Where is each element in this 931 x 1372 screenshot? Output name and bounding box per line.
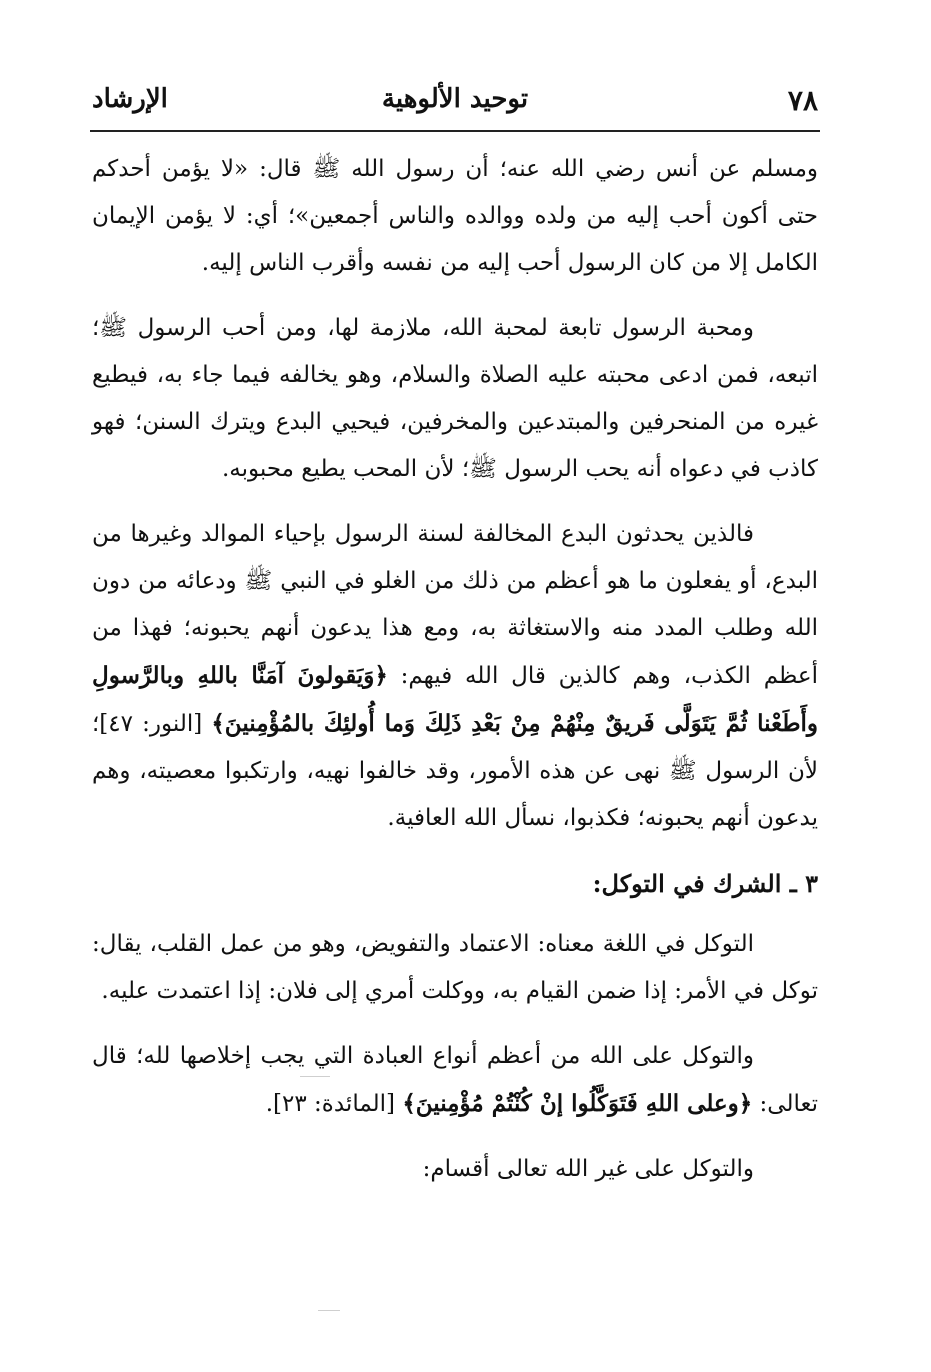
paragraph-5-text-after: [المائدة: ٢٣]. [265,1091,403,1117]
paragraph-2-text: ومحبة الرسول تابعة لمحبة الله، ملازمة لها، ومن أحب الرسول ﷺ؛ اتبعه، فمن ادعى محبته عليه الصلاة والسلام، وهو يخالفه فيما جاء به، فيطيع غيره من المنحرفين والمبتدعين والمخرفين، فيحيي البدع ويترك السنن؛ فهو كاذب في دعواه أنه يحب الرسول ﷺ؛ لأن المحب يطيع محبوبه. [92,315,818,482]
scan-speck [318,1310,340,1311]
page-header [92,78,818,128]
chapter-title: توحيد الألوهية [381,84,529,114]
paragraph-4-text: التوكل في اللغة معناه: الاعتماد والتفويض، وهو من عمل القلب، يقال: توكل في الأمر: إذا ضمن القيام به، ووكلت أمري إلى فلان: إذا اعتمدت عليه. [92,931,818,1004]
book-title: الإرشاد [92,84,168,114]
body-text [92,146,818,1211]
paragraph-6-text: والتوكل على غير الله تعالى أقسام: [422,1156,754,1182]
quran-verse-al-maidah: ﴿وعلى اللهِ فَتَوَكَّلُوا إنْ كُنْتُمْ مُؤْمِنينَ﴾ [402,1090,753,1117]
paragraph-3 [92,511,818,842]
header-rule [90,130,820,132]
paragraph-1 [92,146,818,287]
paragraph-6 [92,1146,818,1193]
scan-speck [300,1076,330,1077]
paragraph-3-text-before: فالذين يحدثون البدع المخالفة لسنة الرسول بإحياء الموالد وغيرها من البدع، أو يفعلون ما هو أعظم من ذلك من الغلو في النبي ﷺ ودعائه من دون الله وطلب المدد منه والاستغاثة به، ومع هذا يدعون أنهم يحبونه؛ فهذا من أعظم الكذب، وهم كالذين قال الله فيهم: [92,521,818,689]
paragraph-4 [92,921,818,1015]
paragraph-5 [92,1033,818,1128]
paragraph-2 [92,305,818,493]
paragraph-5-text-before: والتوكل على الله من أعظم أنواع العبادة التي يجب إخلاصها لله؛ قال تعالى: [92,1043,818,1117]
paragraph-3-text-after: [النور: ٤٧]؛ لأن الرسول ﷺ نهى عن هذه الأمور، وقد خالفوا نهيه، وارتكبوا معصيته، وهم يدعون أنهم يحبونه؛ فكذبوا، نسأل الله العافية. [92,711,818,831]
section-heading: ٣ ـ الشرك في التوكل: [592,869,818,898]
page-number: ٧٨ [787,84,818,117]
quran-verse-an-nur: ﴿وَيَقولونَ آمَنَّا باللهِ وبالرَّسولِ وأَطَعْنا ثُمَّ يَتَوَلَّى فَريقٌ مِنْهُمْ مِنْ بَعْدِ ذَلِكَ وَما أُولئِكَ بالمُؤْمِنينَ﴾ [92,662,819,737]
paragraph-1-text: ومسلم عن أنس رضي الله عنه؛ أن رسول الله ﷺ قال: «لا يؤمن أحدكم حتى أكون أحب إليه من ولده ووالده والناس أجمعين»؛ أي: لا يؤمن الإيمان الكامل إلا من كان الرسول أحب إليه من نفسه وأقرب الناس إليه. [92,156,818,276]
